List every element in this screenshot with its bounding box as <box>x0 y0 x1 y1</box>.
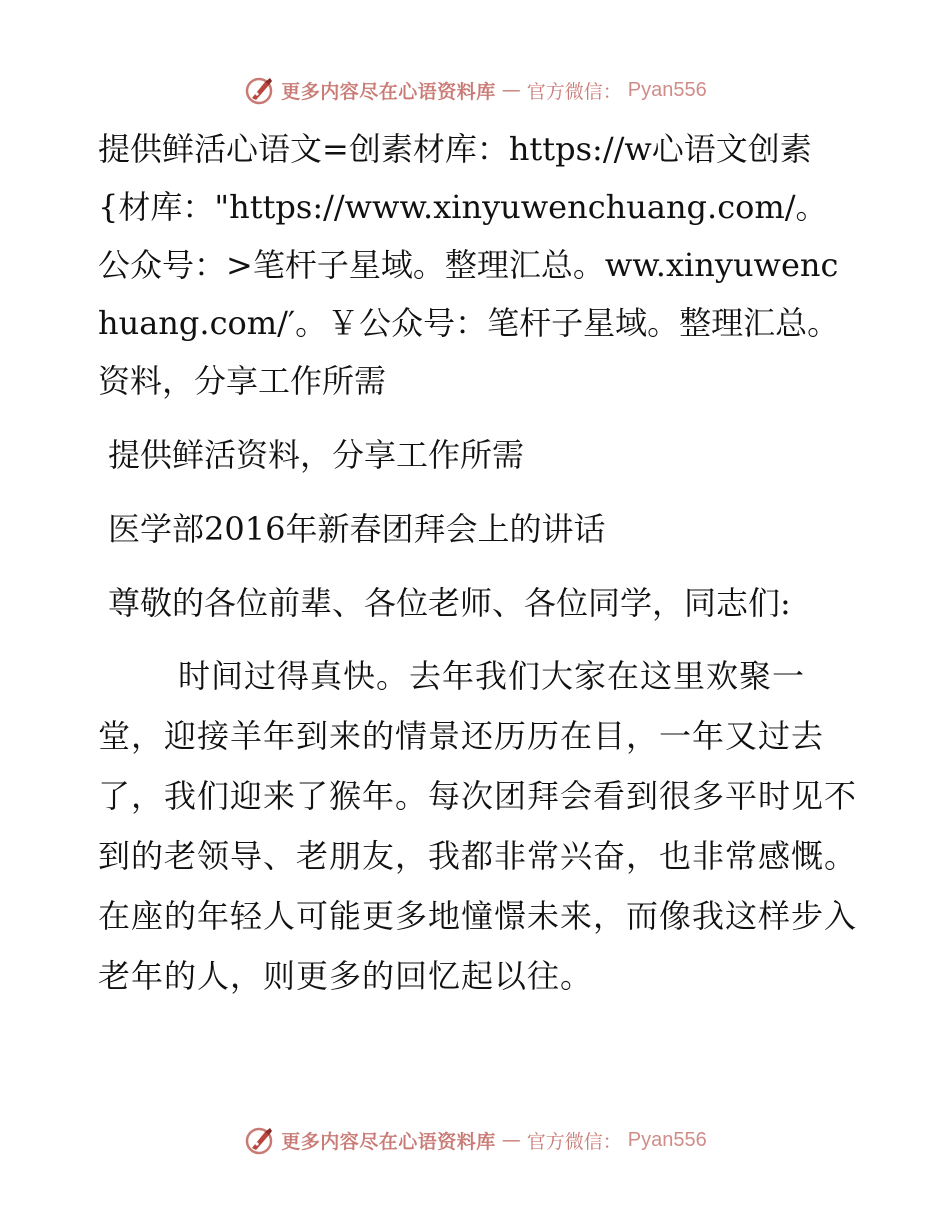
banner-dash: — <box>501 79 521 101</box>
greeting-paragraph: 尊敬的各位前辈、各位老师、各位同学，同志们: <box>108 584 791 622</box>
banner-wechat-id: Pyan556 <box>627 78 707 101</box>
pen-nib-logo-icon <box>243 74 275 106</box>
speech-title: 医学部2016年新春团拜会上的讲话 <box>108 510 606 548</box>
pen-nib-logo-icon <box>243 1124 275 1156</box>
banner-main-text: 更多内容尽在心语资料库 <box>281 80 496 103</box>
banner-wechat-label: 官方微信： <box>526 1130 622 1153</box>
banner-main-text: 更多内容尽在心语资料库 <box>281 1130 496 1153</box>
banner-wechat-id: Pyan556 <box>627 1128 707 1151</box>
body-paragraph: 时间过得真快。去年我们大家在这里欢聚一堂，迎接羊年到来的情景还历历在目，一年又过去了，我们迎来了猴年。每次团拜会看到很多平时见不到的老领导、老朋友，我都非常兴奋，也非常感慨。在座的年轻人可能更多地憧憬未来，而像我这样步入老年的人，则更多的回忆起以往。 <box>98 657 858 995</box>
banner-dash: — <box>501 1129 521 1151</box>
subtitle-line: 提供鲜活资料，分享工作所需 <box>108 436 525 474</box>
header-banner <box>0 70 950 110</box>
footer-banner <box>0 1120 950 1160</box>
document-body <box>98 120 858 1006</box>
banner-wechat-label: 官方微信： <box>526 80 622 103</box>
intro-paragraph: 提供鲜活心语文=创素材库：https://w心语文创素{材库："https://www.xinyuwenchuang.com/。公众号：>笔杆子星域。整理汇总。ww.xinyuwenchuang.com/′。￥公众号：笔杆子星域。整理汇总。资料，分享工作所需 <box>98 130 840 400</box>
